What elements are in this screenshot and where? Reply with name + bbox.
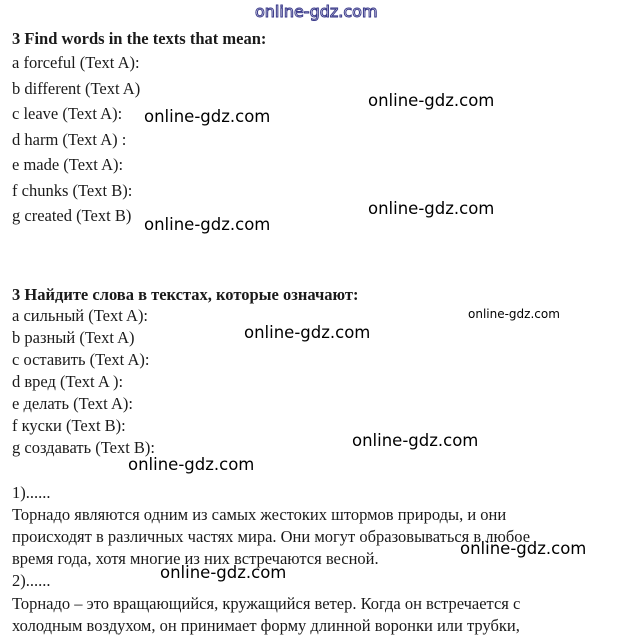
english-heading: 3 Find words in the texts that mean: <box>12 29 267 48</box>
russian-item-g: g создавать (Text B): <box>12 438 156 457</box>
answer-2-line-2: холодным воздухом, он принимает форму длинной воронки или трубки, <box>12 616 520 635</box>
russian-item-c: с оставить (Text A): <box>12 350 150 369</box>
watermark: online-gdz.com <box>352 431 479 450</box>
watermark: online-gdz.com <box>144 107 271 126</box>
english-item-a: a forceful (Text A): <box>12 53 140 72</box>
russian-item-d: d вред (Text A ): <box>12 372 124 391</box>
answer-1-line-2: происходят в различных частях мира. Они могут образовываться в любое <box>12 527 531 546</box>
russian-item-b: b разный (Text A) <box>12 328 135 347</box>
watermark: online-gdz.com <box>144 215 271 234</box>
english-item-b: b different (Text A) <box>12 79 141 98</box>
english-item-g: g created (Text B) <box>12 206 132 225</box>
english-item-f: f chunks (Text B): <box>12 181 133 200</box>
english-item-d: d harm (Text A) : <box>12 130 127 149</box>
answer-1-line-3: время года, хотя многие из них встречаются весной. <box>12 549 379 568</box>
answer-1-number: 1)...... <box>12 483 51 502</box>
answer-2-line-1: Торнадо – это вращающийся, кружащийся ветер. Когда он встречается с <box>12 594 521 613</box>
watermark: online-gdz.com <box>244 323 371 342</box>
header-watermark: online-gdz.com <box>255 2 378 21</box>
watermark: online-gdz.com <box>128 455 255 474</box>
answer-1-line-1: Торнадо являются одним из самых жестоких штормов природы, и они <box>12 505 507 524</box>
watermark: online-gdz.com <box>368 91 495 110</box>
russian-item-e: е делать (Text A): <box>12 394 133 413</box>
answer-2-number: 2)...... <box>12 571 51 590</box>
watermark: online-gdz.com <box>368 199 495 218</box>
watermark: online-gdz.com <box>460 539 587 558</box>
russian-item-a: а сильный (Text A): <box>12 306 149 325</box>
english-item-e: e made (Text A): <box>12 155 124 174</box>
russian-heading: 3 Найдите слова в текстах, которые означают: <box>12 285 359 304</box>
watermark: online-gdz.com <box>468 307 560 321</box>
english-item-c: c leave (Text A): <box>12 104 123 123</box>
watermark: online-gdz.com <box>160 563 287 582</box>
russian-item-f: f куски (Text B): <box>12 416 126 435</box>
